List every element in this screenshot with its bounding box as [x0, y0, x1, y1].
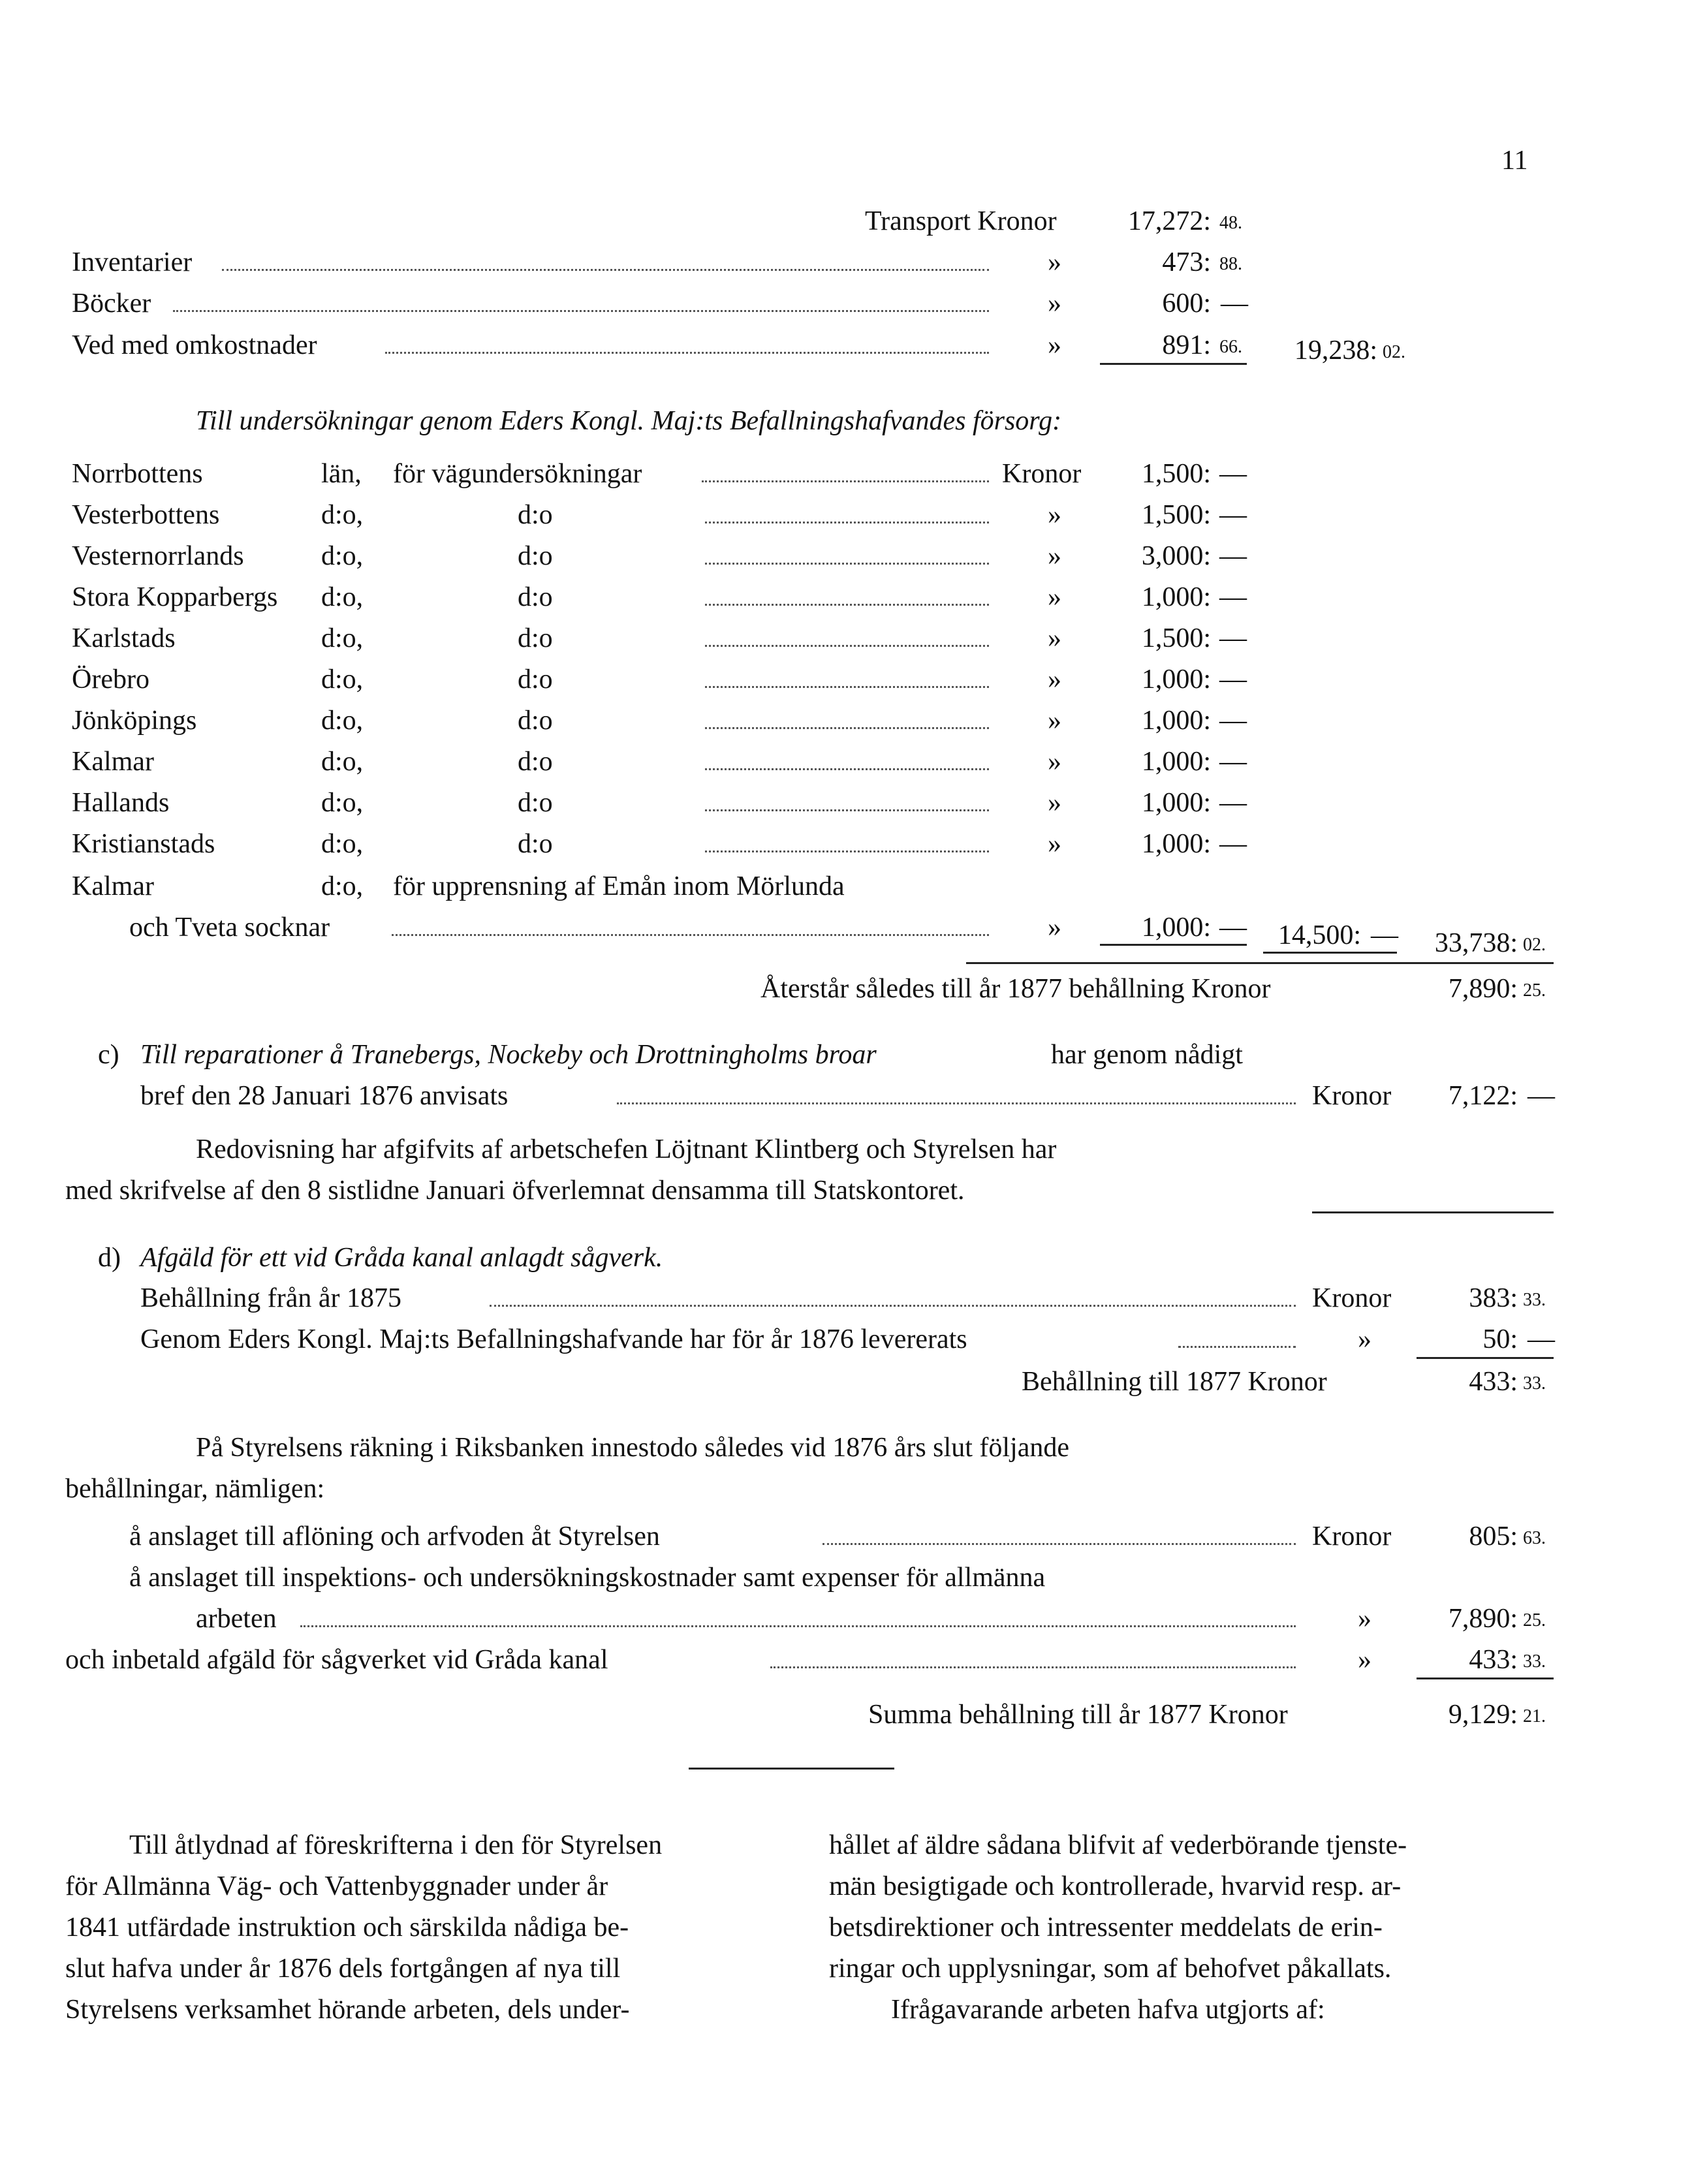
amount: 1,500: [1141, 623, 1211, 653]
cents: — [1219, 664, 1247, 694]
right-column-line: ringar och upplysningar, som af behofvet påkallats. [829, 1954, 1392, 1984]
cents: — [1219, 829, 1247, 859]
amount: 1,000: [1141, 582, 1211, 612]
section-d-total-label: Behållning till 1877 Kronor [1022, 1367, 1327, 1397]
leader-dots [705, 604, 989, 606]
section-c-report-line1: Redovisning har afgifvits af arbetschefen Löjtnant Klintberg och Styrelsen har [196, 1134, 1057, 1164]
leader-dots [173, 310, 989, 312]
ditto-1: d:o, [321, 706, 364, 736]
section-letter: c) [98, 1040, 119, 1070]
expenses-total-amount: 19,238: [1294, 335, 1377, 366]
riksbank-cents: 63. [1523, 1528, 1546, 1548]
section-d-row-label: Behållning från år 1875 [140, 1283, 402, 1313]
riksbank-row-label: å anslaget till aflöning och arfvoden åt Styrelsen [129, 1521, 660, 1552]
expense-amount: 600: [1162, 289, 1211, 319]
purpose-cont: och Tveta socknar [129, 913, 330, 943]
riksbank-total-cents: 21. [1523, 1706, 1546, 1726]
leader-dots [705, 686, 989, 688]
ditto-1: d:o, [321, 871, 364, 901]
ditto-sym: » [1048, 582, 1061, 612]
total-amount: 33,738: [1434, 928, 1518, 958]
leader-dots [705, 768, 989, 770]
riksbank-row-label: å anslaget till inspektions- och undersökningskostnader samt expenser för allmänna [129, 1563, 1046, 1593]
ditto-2: d:o [518, 747, 553, 777]
leader-dots [490, 1305, 1296, 1307]
ditto-sym: » [1358, 1604, 1371, 1634]
riksbank-cents: 25. [1523, 1610, 1546, 1630]
riksbank-line2: behållningar, nämligen: [65, 1474, 325, 1504]
total-cents: 02. [1523, 935, 1546, 955]
section-d-total-amount: 433: [1469, 1367, 1518, 1397]
ditto-2: d:o [518, 500, 553, 530]
transport-label: Transport Kronor [865, 206, 1057, 236]
cents: — [1219, 623, 1247, 653]
amount: 1,000: [1141, 664, 1211, 694]
ditto-2: d:o [518, 788, 553, 818]
left-column-line: Till åtlydnad af föreskrifterna i den för Styrelsen [129, 1830, 663, 1860]
amount: 1,000: [1141, 706, 1211, 736]
left-column-line: slut hafva under år 1876 dels fortgången af nya till [65, 1954, 621, 1984]
ditto-sym: » [1358, 1645, 1371, 1675]
leader-dots [1178, 1346, 1296, 1348]
remaining-label: Återstår således till år 1877 behållning Kronor [760, 974, 1271, 1004]
page-number: 11 [1501, 146, 1528, 176]
ditto-sym: » [1048, 706, 1061, 736]
currency: Kronor [1312, 1283, 1392, 1313]
sum-rule [1100, 363, 1247, 365]
section-c-cents: — [1528, 1081, 1555, 1111]
riksbank-line1: På Styrelsens räkning i Riksbanken innestodo således vid 1876 års slut följande [196, 1433, 1069, 1463]
ditto-sym: » [1048, 541, 1061, 571]
leader-dots [300, 1625, 1296, 1627]
riksbank-total-amount: 9,129: [1448, 1700, 1518, 1730]
riksbank-row-label-cont: arbeten [196, 1604, 277, 1634]
section-c-report-line2: med skrifvelse af den 8 sistlidne Januari öfverlemnat densamma till Statskontoret. [65, 1176, 965, 1206]
expense-label: Inventarier [72, 247, 193, 277]
subtotal-amount: 14,500: [1277, 920, 1361, 950]
ditto-2: d:o [518, 541, 553, 571]
leader-dots [705, 645, 989, 647]
ditto-1: d:o, [321, 829, 364, 859]
riksbank-amount: 7,890: [1448, 1604, 1518, 1634]
sum-rule [1417, 1677, 1554, 1679]
ditto-sym: » [1048, 913, 1061, 943]
right-column-line: betsdirektioner och intressenter meddelats de erin- [829, 1912, 1383, 1942]
section-letter: d) [98, 1243, 121, 1273]
ditto-sym: » [1048, 829, 1061, 859]
section-d-cents: 33. [1523, 1290, 1546, 1310]
expenses-total-cents: 02. [1383, 342, 1405, 362]
amount: 1,000: [1141, 829, 1211, 859]
left-column-line: Styrelsens verksamhet hörande arbeten, dels under- [65, 1995, 630, 2025]
riksbank-total-label: Summa behållning till år 1877 Kronor [868, 1700, 1288, 1730]
amount: 1,000: [1141, 788, 1211, 818]
ditto-1: d:o, [321, 788, 364, 818]
county-name: Stora Kopparbergs [72, 582, 278, 612]
ditto-sym: » [1048, 788, 1061, 818]
cents: — [1219, 747, 1247, 777]
expense-amount: 473: [1162, 247, 1211, 277]
county-name: Kalmar [72, 747, 154, 777]
right-column-line: män besigtigade och kontrollerade, hvarvid resp. ar- [829, 1871, 1402, 1901]
expense-sym: » [1048, 330, 1061, 360]
section-separator [689, 1768, 894, 1770]
leader-dots [385, 352, 989, 354]
amount: 1,500: [1141, 459, 1211, 489]
county-name: Kalmar [72, 871, 154, 901]
section-d-cents: — [1528, 1324, 1555, 1354]
riksbank-row-label: och inbetald afgäld för sågverket vid Gråda kanal [65, 1645, 608, 1675]
county-name: Karlstads [72, 623, 176, 653]
ditto-2: d:o [518, 664, 553, 694]
leader-dots [705, 850, 989, 852]
county-name: Kristianstads [72, 829, 215, 859]
left-column-line: för Allmänna Väg- och Vattenbyggnader under år [65, 1871, 608, 1901]
section-d-amount: 383: [1469, 1283, 1518, 1313]
expense-amount: 891: [1162, 330, 1211, 360]
cents: — [1219, 459, 1247, 489]
ditto-sym: » [1358, 1324, 1371, 1354]
section-c-heading-rest: har genom nådigt [1051, 1040, 1243, 1070]
right-column-line: hållet af äldre sådana blifvit af vederbörande tjenste- [829, 1830, 1407, 1860]
transport-cents: 48. [1219, 213, 1242, 233]
expense-cents: 66. [1219, 337, 1242, 357]
leader-dots [702, 480, 989, 482]
ditto-2: d:o [518, 623, 553, 653]
section-d-amount: 50: [1482, 1324, 1518, 1354]
ditto-2: d:o [518, 706, 553, 736]
ditto-sym: » [1048, 747, 1061, 777]
leader-dots [705, 809, 989, 811]
amount: 1,500: [1141, 500, 1211, 530]
divider-rule [1312, 1211, 1554, 1213]
leader-dots [705, 727, 989, 729]
purpose: för vägundersökningar [393, 459, 642, 489]
ditto-1: d:o, [321, 664, 364, 694]
county-name: Vesterbottens [72, 500, 220, 530]
expense-cents: — [1221, 289, 1248, 319]
county-name: Jönköpings [72, 706, 197, 736]
amount: 1,000: [1141, 913, 1211, 943]
ditto-1: d:o, [321, 541, 364, 571]
cents: — [1219, 541, 1247, 571]
purpose: för upprensning af Emån inom Mörlunda [393, 871, 845, 901]
remaining-amount: 7,890: [1448, 974, 1518, 1004]
section-d-heading: Afgäld för ett vid Gråda kanal anlagdt sågverk. [140, 1243, 663, 1273]
section-d-total-cents: 33. [1523, 1373, 1546, 1394]
sum-rule [1263, 952, 1397, 954]
county-name: Norrbottens [72, 459, 203, 489]
ditto-1: län, [321, 459, 362, 489]
sum-rule [1100, 944, 1247, 946]
leader-dots [705, 522, 989, 523]
currency: Kronor [1002, 459, 1082, 489]
amount: 1,000: [1141, 747, 1211, 777]
expense-cents: 88. [1219, 254, 1242, 274]
section-c-amount: 7,122: [1448, 1081, 1518, 1111]
leader-dots [705, 563, 989, 565]
cents: — [1219, 500, 1247, 530]
ditto-sym: » [1048, 664, 1061, 694]
riksbank-cents: 33. [1523, 1651, 1546, 1672]
ditto-2: d:o [518, 582, 553, 612]
cents: — [1219, 913, 1247, 943]
ditto-2: d:o [518, 829, 553, 859]
leader-dots [770, 1666, 1296, 1668]
expense-label: Ved med omkostnader [72, 330, 317, 360]
section-c-heading: Till reparationer å Tranebergs, Nockeby och Drottningholms broar [140, 1040, 877, 1070]
expense-sym: » [1048, 289, 1061, 319]
ditto-1: d:o, [321, 623, 364, 653]
county-name: Vesternorrlands [72, 541, 244, 571]
expense-sym: » [1048, 247, 1061, 277]
ditto-1: d:o, [321, 500, 364, 530]
section-d-row-label: Genom Eders Kongl. Maj:ts Befallningshafvande har för år 1876 levererats [140, 1324, 967, 1354]
riksbank-amount: 433: [1469, 1645, 1518, 1675]
ditto-1: d:o, [321, 747, 364, 777]
subtotal-cents: — [1371, 920, 1398, 950]
riksbank-amount: 805: [1469, 1521, 1518, 1552]
left-column-line: 1841 utfärdade instruktion och särskilda nådiga be- [65, 1912, 629, 1942]
county-name: Hallands [72, 788, 170, 818]
right-column-line: Ifrågavarande arbeten hafva utgjorts af: [891, 1995, 1325, 2025]
leader-dots [392, 934, 989, 936]
leader-dots [222, 269, 989, 271]
transport-amount: 17,272: [1127, 206, 1211, 236]
section-c-line2: bref den 28 Januari 1876 anvisats [140, 1081, 509, 1111]
cents: — [1219, 582, 1247, 612]
ditto-1: d:o, [321, 582, 364, 612]
investigations-heading: Till undersökningar genom Eders Kongl. Maj:ts Befallningshafvandes försorg: [196, 406, 1062, 436]
leader-dots [822, 1543, 1296, 1545]
cents: — [1219, 788, 1247, 818]
ditto-sym: » [1048, 500, 1061, 530]
cents: — [1219, 706, 1247, 736]
leader-dots [617, 1102, 1296, 1104]
county-name: Örebro [72, 664, 149, 694]
remaining-cents: 25. [1523, 980, 1546, 1001]
ditto-sym: » [1048, 623, 1061, 653]
sum-rule [966, 962, 1554, 964]
currency: Kronor [1312, 1521, 1392, 1552]
expense-label: Böcker [72, 289, 151, 319]
sum-rule [1417, 1357, 1554, 1359]
currency: Kronor [1312, 1081, 1392, 1111]
amount: 3,000: [1141, 541, 1211, 571]
